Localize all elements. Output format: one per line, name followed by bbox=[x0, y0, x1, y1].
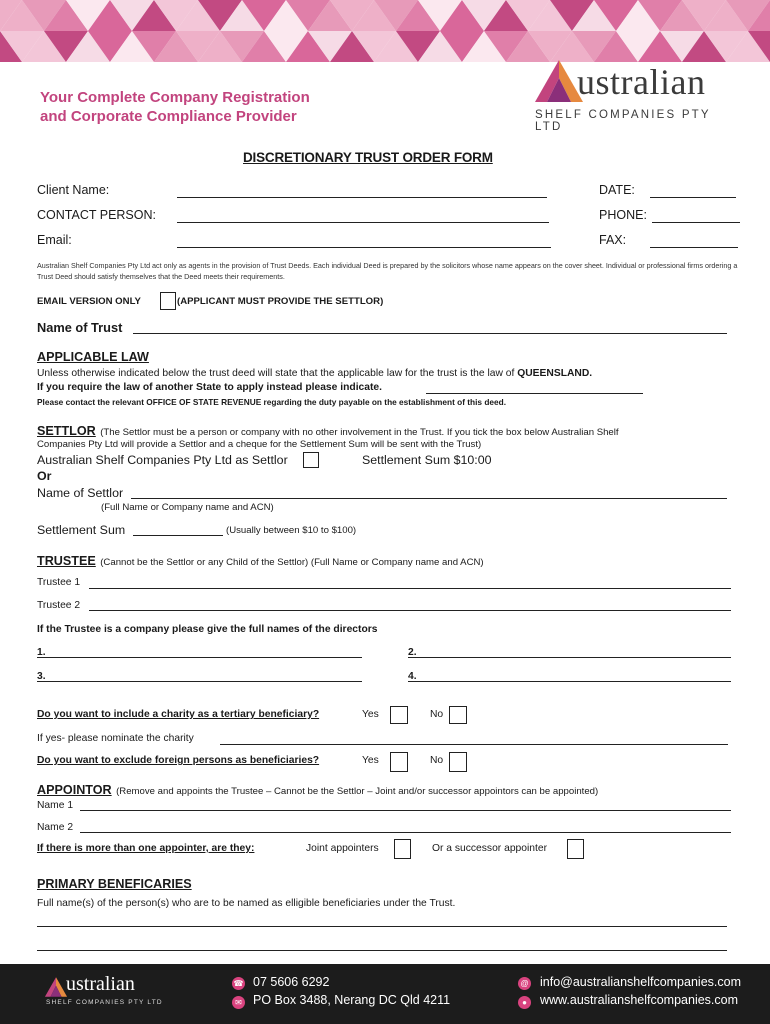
director-1-field[interactable] bbox=[37, 657, 362, 658]
footer-logo-a-mark-icon bbox=[44, 976, 68, 998]
foreign-no-checkbox[interactable] bbox=[449, 752, 467, 772]
foreign-no-label: No bbox=[430, 755, 444, 766]
client-name-field[interactable] bbox=[177, 197, 547, 198]
applicable-law-heading: APPLICABLE LAW bbox=[37, 350, 149, 364]
appointor-note: (Remove and appoints the Trustee – Cannot be the Settlor – Joint and/or successor appointors can be appointed) bbox=[116, 786, 599, 797]
osr-note: Please contact the relevant OFFICE OF STATE REVENUE regarding the duty payable on the establishment of this deed. bbox=[37, 397, 507, 407]
disclaimer-line-2: Trust Deed should satisfy themselves that the Deed meets their requirements. bbox=[37, 272, 285, 281]
settlor-heading: SETTLOR bbox=[37, 424, 96, 438]
director-2-field[interactable] bbox=[408, 657, 731, 658]
footer-email[interactable]: info@australianshelfcompanies.com bbox=[540, 975, 741, 989]
email-icon: @ bbox=[518, 977, 531, 990]
appointor-name-2-label: Name 2 bbox=[37, 822, 74, 833]
fax-label: FAX: bbox=[599, 233, 627, 247]
trustee-2-field[interactable] bbox=[89, 610, 731, 611]
email-field[interactable] bbox=[177, 247, 551, 248]
trustee-1-label: Trustee 1 bbox=[37, 577, 81, 588]
charity-no-label: No bbox=[430, 709, 444, 720]
footer bbox=[0, 964, 770, 1024]
charity-nominate-label: If yes- please nominate the charity bbox=[37, 733, 194, 744]
name-of-trust-label: Name of Trust bbox=[37, 320, 123, 335]
appointer-question: If there is more than one appointer, are they: bbox=[37, 843, 255, 854]
trustee-2-label: Trustee 2 bbox=[37, 600, 81, 611]
email-version-note: (APPLICANT MUST PROVIDE THE SETTLOR) bbox=[177, 296, 384, 307]
joint-appointers-label: Joint appointers bbox=[306, 843, 379, 854]
settlement-sum-label: Settlement Sum bbox=[37, 523, 126, 537]
footer-phone[interactable]: 07 5606 6292 bbox=[253, 975, 330, 989]
settlement-sum-fixed: Settlement Sum $10:00 bbox=[362, 453, 492, 467]
phone-field[interactable] bbox=[652, 222, 740, 223]
contact-person-label: CONTACT PERSON: bbox=[37, 208, 156, 222]
director-1-label: 1. bbox=[37, 647, 46, 658]
footer-logo-subtitle: SHELF COMPANIES PTY LTD bbox=[46, 999, 163, 1006]
appointor-heading: APPOINTOR bbox=[37, 783, 112, 797]
settlement-sum-hint: (Usually between $10 to $100) bbox=[226, 525, 357, 536]
tagline-line-1: Your Complete Company Registration bbox=[40, 89, 310, 106]
foreign-question: Do you want to exclude foreign persons as beneficiaries? bbox=[37, 755, 320, 766]
settlement-sum-field[interactable] bbox=[133, 535, 223, 536]
email-label: Email: bbox=[37, 233, 72, 247]
tagline-line-2: and Corporate Compliance Provider bbox=[40, 108, 297, 125]
appointor-name-2-field[interactable] bbox=[80, 832, 731, 833]
charity-yes-checkbox[interactable] bbox=[390, 706, 408, 724]
applicable-law-line-1: Unless otherwise indicated below the trust deed will state that the applicable law for the trust is the law of bbox=[37, 368, 518, 379]
charity-yes-label: Yes bbox=[362, 709, 379, 720]
other-state-label: If you require the law of another State to apply instead please indicate. bbox=[37, 382, 383, 393]
name-of-trust-field[interactable] bbox=[133, 333, 727, 334]
logo-word: ustralian bbox=[577, 62, 706, 102]
charity-no-checkbox[interactable] bbox=[449, 706, 467, 724]
mail-box-icon: ✉ bbox=[232, 996, 245, 1009]
logo-subtitle: SHELF COMPANIES PTY LTD bbox=[535, 109, 711, 133]
charity-nominate-field[interactable] bbox=[220, 744, 728, 745]
form-title: DISCRETIONARY TRUST ORDER FORM bbox=[243, 150, 493, 165]
disclaimer-line-1: Australian Shelf Companies Pty Ltd act only as agents in the provision of Trust Deeds. Each individual Deed is prepared by the solicitors whose name appears on the cover sheet. Individual or professional firms ordering a bbox=[37, 261, 738, 270]
settlor-note-2: Companies Pty Ltd will provide a Settlor and a cheque for the Settlement Sum will be sent with the Trust) bbox=[37, 439, 482, 450]
settlor-full-name-hint: (Full Name or Company name and ACN) bbox=[101, 502, 274, 513]
client-name-label: Client Name: bbox=[37, 183, 110, 197]
phone-icon: ☎ bbox=[233, 979, 244, 988]
phone-label: PHONE: bbox=[599, 208, 647, 222]
joint-appointers-checkbox[interactable] bbox=[394, 839, 411, 859]
directors-label: If the Trustee is a company please give the full names of the directors bbox=[37, 624, 378, 635]
asc-settlor-label: Australian Shelf Companies Pty Ltd as Settlor bbox=[37, 453, 288, 467]
trustee-heading: TRUSTEE bbox=[37, 554, 96, 568]
asc-settlor-checkbox[interactable] bbox=[303, 452, 319, 468]
appointor-heading-row bbox=[37, 781, 598, 799]
charity-question: Do you want to include a charity as a tertiary beneficiary? bbox=[37, 709, 320, 720]
successor-appointer-label: Or a successor appointer bbox=[432, 843, 548, 854]
email-version-checkbox[interactable] bbox=[160, 292, 176, 310]
foreign-yes-label: Yes bbox=[362, 755, 379, 766]
foreign-yes-checkbox[interactable] bbox=[390, 752, 408, 772]
director-2-label: 2. bbox=[408, 647, 417, 658]
company-logo bbox=[533, 58, 743, 133]
beneficiaries-line-2[interactable] bbox=[37, 950, 727, 951]
or-label: Or bbox=[37, 469, 52, 483]
beneficiaries-line-1[interactable] bbox=[37, 926, 727, 927]
email-version-label: EMAIL VERSION ONLY bbox=[37, 296, 141, 307]
director-4-label: 4. bbox=[408, 671, 417, 682]
disclaimer bbox=[37, 260, 737, 282]
contact-person-field[interactable] bbox=[177, 222, 549, 223]
beneficiaries-note: Full name(s) of the person(s) who are to be named as elligible beneficiaries under the Trust. bbox=[37, 898, 456, 909]
appointor-name-1-field[interactable] bbox=[80, 810, 731, 811]
footer-logo-word: ustralian bbox=[66, 973, 135, 995]
beneficiaries-heading: PRIMARY BENEFICARIES bbox=[37, 877, 192, 891]
date-field[interactable] bbox=[650, 197, 736, 198]
name-of-settlor-field[interactable] bbox=[131, 498, 727, 499]
trustee-heading-row bbox=[37, 552, 484, 570]
trustee-1-field[interactable] bbox=[89, 588, 731, 589]
appointor-name-1-label: Name 1 bbox=[37, 800, 74, 811]
settlor-note-1: (The Settlor must be a person or company with no other involvement in the Trust. If you tick the box below Australian Shelf bbox=[100, 427, 619, 438]
trustee-note: (Cannot be the Settlor or any Child of the Settlor) (Full Name or Company name and ACN) bbox=[100, 557, 484, 568]
fax-field[interactable] bbox=[650, 247, 738, 248]
footer-website[interactable]: www.australianshelfcompanies.com bbox=[540, 993, 739, 1007]
name-of-settlor-label: Name of Settlor bbox=[37, 486, 124, 500]
other-state-field[interactable] bbox=[426, 393, 643, 394]
director-3-field[interactable] bbox=[37, 681, 362, 682]
settlor-heading-row bbox=[37, 422, 619, 440]
applicable-law-state: QUEENSLAND. bbox=[517, 368, 593, 379]
director-4-field[interactable] bbox=[408, 681, 731, 682]
applicable-law-text bbox=[37, 368, 592, 379]
footer-po-box: PO Box 3488, Nerang DC Qld 4211 bbox=[253, 993, 451, 1007]
date-label: DATE: bbox=[599, 183, 635, 197]
tagline bbox=[40, 88, 310, 126]
triangle-banner bbox=[0, 0, 770, 62]
director-3-label: 3. bbox=[37, 671, 46, 682]
successor-appointer-checkbox[interactable] bbox=[567, 839, 584, 859]
globe-icon: ● bbox=[518, 996, 531, 1009]
